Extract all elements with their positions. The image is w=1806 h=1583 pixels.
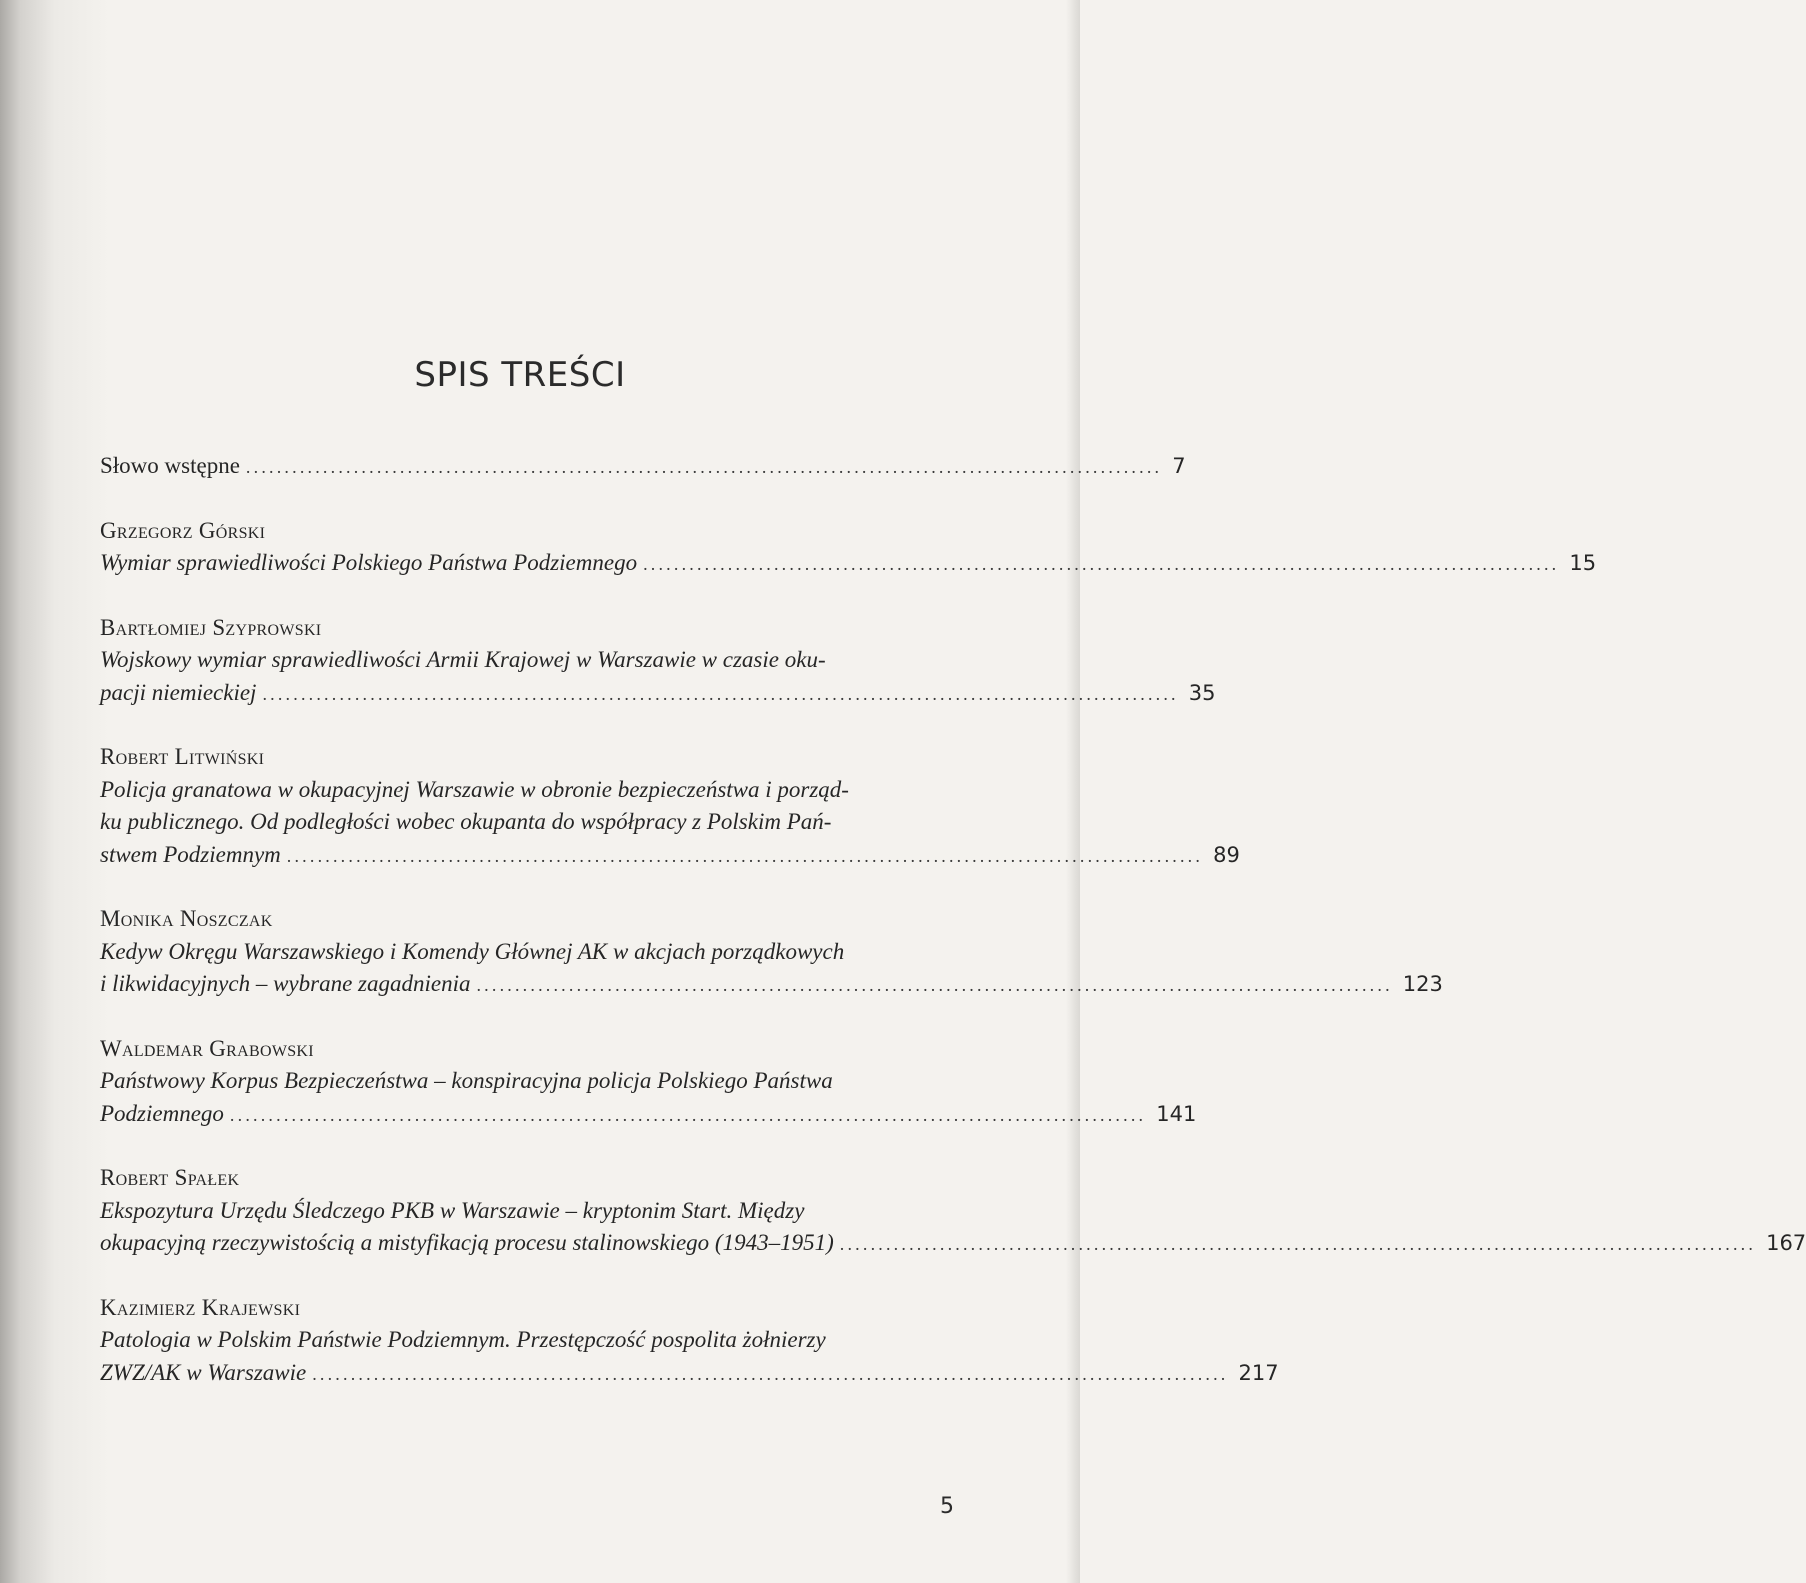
dot-leader: ....................................................................................................................... [643,554,1560,574]
dot-leader: ....................................................................................................................... [245,457,1163,477]
entry-title-line: Policja granatowa w okupacyjnej Warszawie w obronie bezpieczeństwa i porząd- [100,776,849,802]
entry-author: Kazimierz Krajewski [100,1294,301,1320]
toc-entry-line [100,1357,1279,1391]
page-number: 15 [1569,551,1597,575]
toc-entry [100,612,1216,711]
page-number: 141 [1156,1101,1197,1126]
entry-title: ZWZ/AK w Warszawie [100,1359,307,1385]
entry-author: Grzegorz Górski [100,517,266,543]
toc-entry-line [100,450,1186,484]
entry-title: pacji niemieckiej [100,679,257,705]
entry-title: Wymiar sprawiedliwości Polskiego Państwa Podziemnego [100,550,638,575]
entry-author: Monika Noszczak [100,906,273,931]
toc-entry [100,741,1240,872]
table-of-contents [100,450,1806,1421]
entry-title-line: Wojskowy wymiar sprawiedliwości Armii Krajowej w Warszawie w czasie oku- [100,647,826,672]
page-number: 7 [1172,454,1186,478]
entry-title-line: ku publicznego. Od podległości wobec okupanta do współpracy z Polskim Pań- [100,809,832,834]
entry-title-line: Kedyw Okręgu Warszawskiego i Komendy Głównej AK w akcjach porządkowych [100,938,845,964]
entry-author: Waldemar Grabowski [100,1035,314,1061]
dot-leader: ....................................................................................................................... [229,1104,1147,1125]
entry-title-line: Ekspozytura Urzędu Śledczego PKB w Warszawie – kryptonim Start. Między [100,1197,805,1223]
entry-author: Robert Litwiński [100,744,265,769]
entry-title: Podziemnego [100,1100,224,1126]
entry-title: i likwidacyjnych – wybrane zagadnienia [100,971,471,996]
dot-leader: ....................................................................................................................... [476,975,1393,995]
page-title: SPIS TREŚCI [414,355,626,395]
page-number: 35 [1188,680,1216,705]
dot-leader: ....................................................................................................................... [286,845,1204,866]
entry-author: Robert Spałek [100,1165,240,1190]
toc-entry-line [100,547,1597,581]
toc-entry-line [100,1098,1197,1132]
toc-entry [100,450,1186,484]
toc-entry [100,1033,1197,1132]
page-number: 217 [1238,1360,1279,1385]
toc-entry [100,515,1597,581]
dot-leader: ....................................................................................................................... [262,683,1179,704]
toc-entry [100,1292,1279,1391]
toc-entry-line [100,677,1216,711]
dot-leader: ....................................................................................................................... [312,1363,1229,1384]
page-number: 123 [1402,972,1443,996]
toc-entry-line [100,968,1443,1002]
toc-entry-line [100,1227,1806,1261]
page-number: 167 [1766,1231,1806,1255]
entry-title-line: Państwowy Korpus Bezpieczeństwa – konspiracyjna policja Polskiego Państwa [100,1068,833,1093]
entry-title-line: Patologia w Polskim Państwie Podziemnym. Przestępczość pospolita żołnierzy [100,1327,826,1352]
toc-entry-line [100,839,1240,873]
entry-author: Bartłomiej Szyprowski [100,614,322,640]
toc-entry [100,1162,1806,1261]
entry-title: stwem Podziemnym [100,841,281,867]
page-number: 89 [1213,842,1240,867]
entry-title: okupacyjną rzeczywistością a mistyfikacją procesu stalinowskiego (1943–1951) [100,1230,834,1255]
entry-title: Słowo wstępne [100,453,240,478]
dot-leader: ....................................................................................................................... [839,1234,1757,1254]
toc-entry [100,903,1443,1002]
page-folio-number: 5 [940,1494,954,1519]
